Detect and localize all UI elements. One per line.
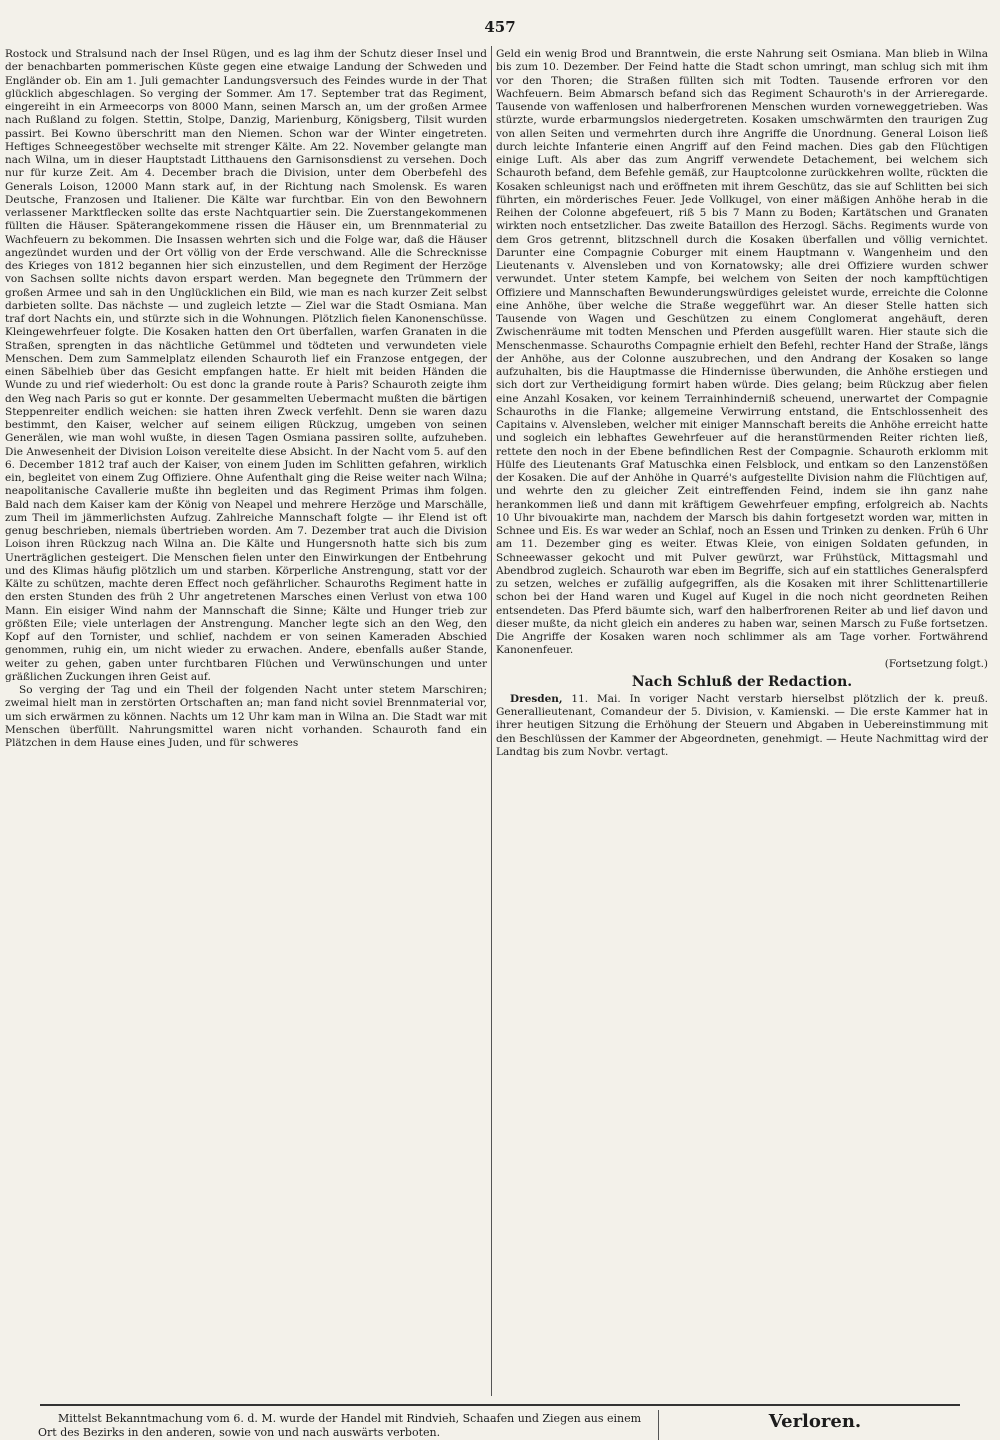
left-column <box>5 48 487 1391</box>
page-number: 457 <box>484 18 516 36</box>
section-divider <box>40 1404 960 1406</box>
continuation-note: (Fortsetzung folgt.) <box>884 657 988 670</box>
ad-title: Verloren. <box>768 1412 862 1432</box>
news-item <box>496 693 988 759</box>
section-title: Nach Schluß der Redaction. <box>631 673 853 690</box>
ad-divider <box>658 1410 659 1440</box>
news-text: 11. Mai. In voriger Nacht verstarb hierselbst plötzlich der k. preuß. Generallieutenant, Comandeur der 5. Division, v. Kamienski. — Die erste Kammer hat in ihrer heutigen Sitzung die Erhöhung der Steuern und Abgaben in Uebereinstimmung mit den Beschlüssen der Kammer der Abgeordneten, genehmigt. — Heute Nachmittag wird der Landtag bis zum Novbr. vertagt. <box>496 692 988 758</box>
notice-text: Mittelst Bekanntmachung vom 6. d. M. wurde der Handel mit Rindvieh, Schaafen und Ziegen aus einem Ort des Bezirks in den anderen, sowie von und nach auswärts verboten. <box>38 1412 642 1439</box>
right-paragraph-1: Geld ein wenig Brod und Branntwein, die erste Nahrung seit Osmiana. Man blieb in Wilna bis zum 10. Dezember. Der Feind hatte die Stadt schon umringt, man schlug sich mit ihm vor den Thoren; die Straßen füllten sich mit Todten. Tausende erfroren vor den Wachfeuern. Beim Abmarsch befand sich das Regiment Schauroth's in der Arrieregarde. Tausende von waffenlosen und halberfrorenen Menschen wurden vorneweggetrieben. Was stürzte, wurde erbarmungslos niedergetreten. Kosaken umschwärmten den traurigen Zug von allen Seiten und vermehrten durch ihre Angriffe die Unordnung. General Loison ließ durch leichte Infanterie einen Angriff auf den Feind machen. Dies gab den Flüchtigen einige Luft. Als aber das zum Angriff verwendete Detachement, bei welchem sich Schauroth befand, dem Befehle gemäß, zur Hauptcolonne zurückkehren wollte, rückten die Kosaken schleunigst nach und eröffneten mit ihrem Geschütz, das sie auf Schlitten bei sich führten, ein mörderisches Feuer. Jede Vollkugel, von einer mäßigen Anhöhe herab in die Reihen der Colonne abgefeuert, riß 5 bis 7 Mann zu Boden; Kartätschen und Granaten wirkten noch entsetzlicher. Das zweite Bataillon des Herzogl. Sächs. Regiments wurde von dem Gros getrennt, blitzschnell durch die Kosaken überfallen und völlig vernichtet. Darunter eine Compagnie Coburger mit einem Hauptmann v. Wangenheim und den Lieutenants v. Alvensleben und von Kornatowsky; alle drei Offiziere wurden schwer verwundet. Unter stetem Kampfe, bei welchem von Seiten der noch kampftüchtigen Offiziere und Mannschaften Bewunderungswürdiges geleistet wurde, erreichte die Colonne eine Anhöhe, über welche die Straße weggeführt war. An dieser Stelle hatten sich Tausende von Wagen und Geschützen zu einem Conglomerat angehäuft, deren Zwischenräume mit todten Menschen und Pferden ausgefüllt waren. Hier staute sich die Menschenmasse. Schauroths Compagnie erhielt den Befehl, rechter Hand der Straße, längs der Anhöhe, aus der Colonne auszubrechen, und den Andrang der Kosaken so lange aufzuhalten, bis die Hauptmasse die Hindernisse überwunden, die Anhöhe erstiegen und sich dort zur Vertheidigung formirt haben würde. Dies gelang; beim Rückzug aber fielen eine Anzahl Kosaken, vor keinem Terrainhinderniß scheuend, unerwartet der Compagnie Schauroths in die Flanke; allgemeine Verwirrung entstand, die Entschlossenheit des Capitains v. Alvensleben, welcher mit einiger Mannschaft bereits die Anhöhe erreicht hatte und sogleich ein lebhaftes Gewehrfeuer auf die heranstürmenden Reiter richten ließ, rettete den noch in der Ebene befindlichen Rest der Compagnie. Schauroth erklomm mit Hülfe des Lieutenants Graf Matuschka einen Felsblock, und entkam so den Lanzenstößen der Kosaken. Die auf der Anhöhe in Quarré's aufgestellte Division nahm die Flüchtigen auf, und wehrte den zu gleicher Zeit eintreffenden Feind, indem sie ihn ganz nahe herankommen ließ und dann mit kräftigem Gewehrfeuer empfing, erfolgreich ab. Nachts 10 Uhr bivouakirte man, nachdem der Marsch bis dahin fortgesetzt worden war, mitten in Schnee und Eis. Es war weder an Schlaf, noch an Essen und Trinken zu denken. Früh 6 Uhr am 11. Dezember ging es weiter. Etwas Kleie, von einigen Soldaten gefunden, in Schneewasser gekocht und mit Pulver gewürzt, war Frühstück, Mittagsmahl und Abendbrod zugleich. Schauroth war eben im Begriffe, sich auf ein stattliches Generalspferd zu setzen, welches er zufällig aufgegriffen, als die Kosaken mit ihrer Schlittenartillerie schon bei der Hand waren und Kugel auf Kugel in die noch nicht geordneten Reihen entsendeten. Das Pferd bäumte sich, warf den halberfrorenen Reiter ab und lief davon und dieser mußte, da nicht gleich ein anderes zu haben war, seinen Marsch zu Fuße fortsetzen. Die Angriffe der Kosaken waren noch schlimmer als am Tage vorher. Fortwährend Kanonenfeuer. <box>496 48 988 657</box>
left-paragraph-1: Rostock und Stralsund nach der Insel Rügen, und es lag ihm der Schutz dieser Insel und der benachbarten pommerischen Küste gegen eine etwaige Landung der Schweden und Engländer ob. Ein am 1. Juli gemachter Landungsversuch des Feindes wurde in der That glücklich abgeschlagen. So verging der Sommer. Am 17. September trat das Regiment, eingereiht in ein Armeecorps von 8000 Mann, seinen Marsch an, um der großen Armee nach Rußland zu folgen. Stettin, Stolpe, Danzig, Marienburg, Königsberg, Tilsit wurden passirt. Bei Kowno überschritt man den Niemen. Schon war der Winter eingetreten. Heftiges Schneegestöber wechselte mit strenger Kälte. Am 22. November gelangte man nach Wilna, um in dieser Hauptstadt Litthauens den Garnisonsdienst zu versehen. Doch nur für kurze Zeit. Am 4. December brach die Division, unter dem Oberbefehl des Generals Loison, 12000 Mann stark auf, in der Richtung nach Smolensk. Es waren Deutsche, Franzosen und Italiener. Die Kälte war furchtbar. Ein von den Bewohnern verlassener Marktflecken sollte das erste Nachtquartier sein. Die Zuerstangekommenen füllten die Häuser. Späterangekommene rissen die Häuser ein, um Brennmaterial zu Wachfeuern zu bekommen. Die Insassen wehrten sich und die Folge war, daß die Häuser angezündet wurden und der Ort völlig von der Erde verschwand. Alle die Schrecknisse des Krieges von 1812 begannen hier sich einzustellen, und dem Regiment der Herzöge von Sachsen sollte nichts davon erspart werden. Man begegnete den Trümmern der großen Armee und sah in den Unglücklichen ein Bild, wie man es nach kurzer Zeit selbst darbieten sollte. Das nächste — und zugleich letzte — Ziel war die Stadt Osmiana. Man traf dort Nachts ein, und stürzte sich in die Wohnungen. Plötzlich fielen Kanonenschüsse. Kleingewehrfeuer folgte. Die Kosaken hatten den Ort überfallen, warfen Granaten in die Straßen, sprengten in das nächtliche Getümmel und tödteten und verwundeten viele Menschen. Dem zum Sammelplatz eilenden Schauroth lief ein Franzose entgegen, der einen Säbelhieb über das Gesicht empfangen hatte. Er hielt mit beiden Händen die Wunde zu und rief wiederholt: Ou est donc la grande route à Paris? Schauroth zeigte ihm den Weg nach Paris so gut er konnte. Der gesammelten Uebermacht mußten die bärtigen Steppenreiter endlich weichen: sie hatten ihren Zweck verfehlt. Denn sie waren dazu bestimmt, den Kaiser, welcher auf seinem eiligen Rückzug, umgeben von seinen Generälen, wie man wohl wußte, in diesen Tagen Osmiana passiren sollte, aufzuheben. Die Anwesenheit der Division Loison vereitelte diese Absicht. In der Nacht vom 5. auf den 6. December 1812 traf auch der Kaiser, von einem Juden im Schlitten gefahren, wirklich ein, begleitet von einem Zug Offiziere. Ohne Aufenthalt ging die Reise weiter nach Wilna; neapolitanische Cavallerie mußte ihn begleiten und das Regiment Primas ihm folgen. Bald nach dem Kaiser kam der König von Neapel und mehrere Herzöge und Marschälle, zum Theil im jämmerlichsten Aufzug. Zahlreiche Mannschaft folgte — ihr Elend ist oft genug beschrieben, niemals übertrieben worden. Am 7. Dezember trat auch die Division Loison ihren Rückzug nach Wilna an. Die Kälte und Hungersnoth hatte sich bis zum Unerträglichen gesteigert. Die Menschen fielen unter den Einwirkungen der Entbehrung und des Klimas häufig plötzlich um und starben. Körperliche Anstrengung, statt vor der Kälte zu schützen, machte deren Effect noch gefährlicher. Schauroths Regiment hatte in den ersten Stunden des früh 2 Uhr angetretenen Marsches einen Verlust von etwa 100 Mann. Ein eisiger Wind nahm der Mannschaft die Sinne; Kälte und Hunger trieb zur größten Eile; viele unterlagen der Anstrengung. Mancher legte sich an den Weg, den Kopf auf den Tornister, und schlief, nachdem er von seinen Kameraden Abschied genommen, ruhig ein, um nicht wieder zu erwachen. Andere, ebenfalls außer Stande, weiter zu gehen, gaben unter furchtbaren Flüchen und Verwünschungen und unter gräßlichen Zuckungen ihren Geist auf. <box>5 48 487 683</box>
official-notice <box>38 1412 648 1440</box>
column-divider <box>491 46 492 1396</box>
right-column <box>496 48 988 1391</box>
news-dateline: Dresden, <box>510 692 563 705</box>
left-paragraph-2: So verging der Tag und ein Theil der folgenden Nacht unter stetem Marschiren; zweimal hielt man in zerstörten Ortschaften an; man fand nicht soviel Brennmaterial vor, um sich erwärmen zu können. Nachts um 12 Uhr kam man in Wilna an. Die Stadt war mit Menschen überfüllt. Nahrungsmittel waren nicht vorhanden. Schauroth fand ein Plätzchen in dem Hause eines Juden, und für schweres <box>5 684 487 749</box>
lost-ad <box>670 1412 960 1440</box>
